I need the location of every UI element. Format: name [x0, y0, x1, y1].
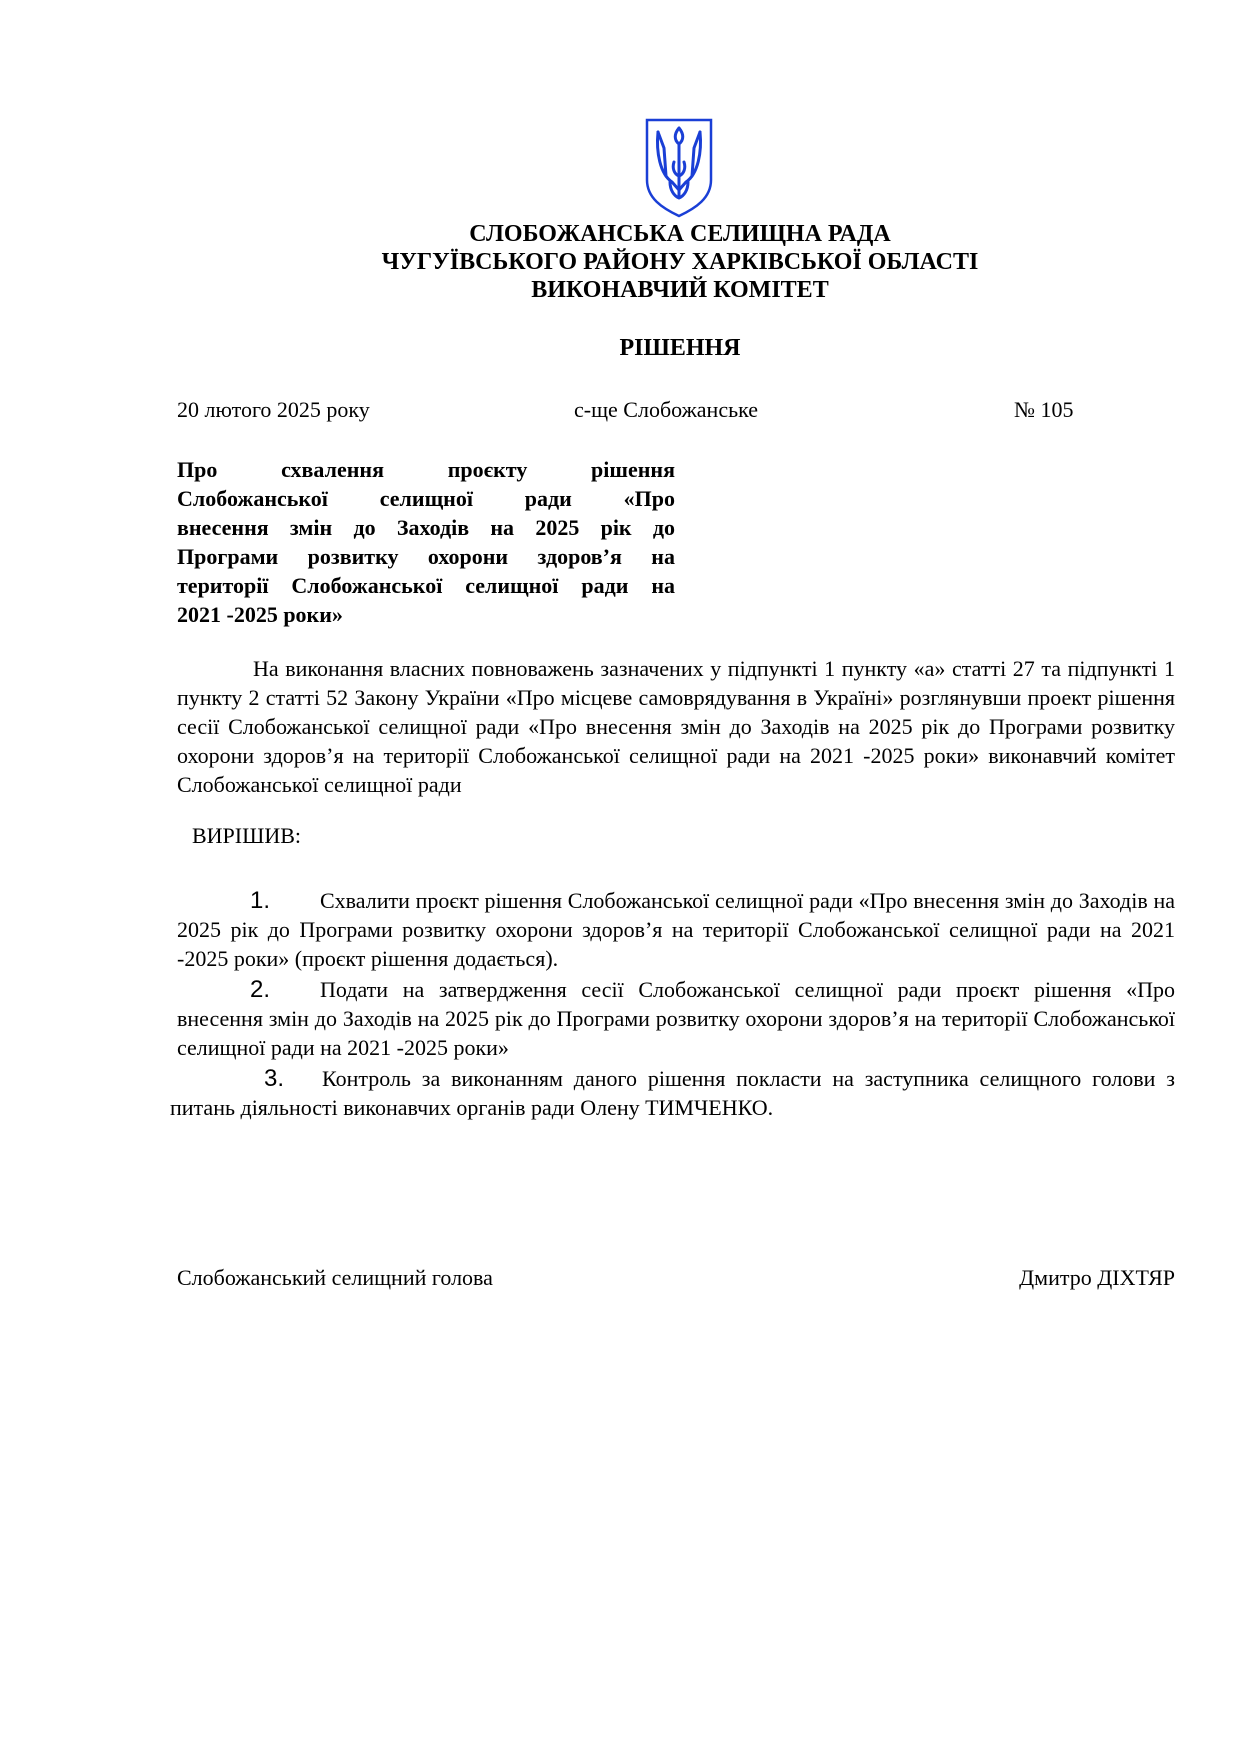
document-date: 20 лютого 2025 року — [177, 397, 370, 422]
committee-name: ВИКОНАВЧИЙ КОМІТЕТ — [531, 277, 829, 303]
decision-subject — [177, 455, 675, 629]
item-text: Контроль за виконанням даного рішення покласти на заступника селищного голови з питань діяльності виконавчих органів ради Олену ТИМЧЕНКО. — [170, 1066, 1175, 1120]
subject-line: Програми розвитку охорони здоров’я на — [177, 544, 675, 569]
item-number: 2. — [250, 976, 271, 1003]
subject-line: внесення змін до Заходів на 2025 рік до — [177, 515, 675, 540]
council-name: СЛОБОЖАНСЬКА СЕЛИЩНА РАДА — [469, 221, 891, 247]
decided-label: ВИРІШИВ: — [192, 823, 301, 848]
subject-line: 2021 -2025 роки» — [177, 602, 343, 627]
decision-item — [177, 886, 1175, 973]
decision-item — [177, 975, 1175, 1062]
item-number: 1. — [250, 887, 271, 914]
preamble-paragraph: На виконання власних повноважень зазначених у підпункті 1 пункту «а» статті 27 та підпункті 1 пункту 2 статті 52 Закону України «Про місцеве самоврядування в Україні» розглянувши проект рішення сесії Слобожанської селищної ради «Про внесення змін до Заходів на 2025 рік до Програми розвитку охорони здоров’я на території Слобожанської селищної ради на 2021 -2025 роки» виконавчий комітет Слобожанської селищної ради — [177, 656, 1175, 797]
district-name: ЧУГУЇВСЬКОГО РАЙОНУ ХАРКІВСЬКОЇ ОБЛАСТІ — [381, 249, 979, 275]
signature-row — [177, 1264, 1175, 1292]
trident-emblem-icon — [644, 118, 714, 218]
subject-line: Слобожанської селищної ради «Про — [177, 486, 675, 511]
document-meta-row — [177, 396, 1083, 424]
document-place: с-ще Слобожанське — [574, 397, 759, 422]
subject-line: території Слобожанської селищної ради на — [177, 573, 675, 598]
decision-item — [170, 1064, 1175, 1122]
document-number: № 105 — [1014, 397, 1074, 422]
document-type-title: РІШЕННЯ — [619, 335, 741, 361]
item-text: Схвалити проєкт рішення Слобожанської селищної ради «Про внесення змін до Заходів на 2025 рік до Програми розвитку охорони здоров’я на території Слобожанської селищної ради на 2021 -2025 роки» (проєкт рішення додається). — [177, 888, 1175, 971]
item-number: 3. — [264, 1065, 285, 1092]
subject-line: Про схвалення проєкту рішення — [177, 457, 675, 482]
item-text: Подати на затвердження сесії Слобожанської селищної ради проєкт рішення «Про внесення змін до Заходів на 2025 рік до Програми розвитку охорони здоров’я на території Слобожанської селищної ради на 2021 -2025 роки» — [177, 977, 1175, 1060]
signatory-title: Слобожанський селищний голова — [177, 1265, 493, 1290]
signatory-name: Дмитро ДІХТЯР — [1019, 1265, 1175, 1290]
